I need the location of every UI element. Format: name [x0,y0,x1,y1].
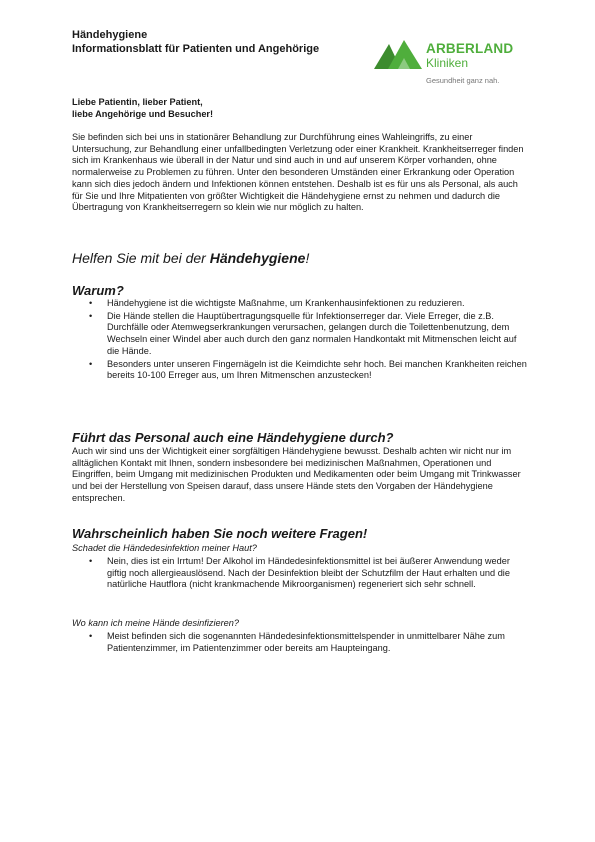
greeting [72,96,213,120]
greeting-line-1: Liebe Patientin, lieber Patient, [72,97,203,107]
fragen-heading: Wahrscheinlich haben Sie noch weitere Fragen! [72,526,368,541]
document-subtitle: Informationsblatt für Patienten und Angehörige [72,43,320,55]
list-item-text: Die Hände stellen die Hauptübertragungsquelle für Infektionserreger dar. Viele Erreger, die z.B. Durchfälle oder Atemwegserkrankungen verursachen, gelangen durch die Toilettenbenutzung, dem Wechseln einer Windel aber auch durch den ganz normalen Handkontakt mit Mitmenschen leicht auf die Hände. [107,310,517,356]
logo-sub-text: Kliniken [426,56,469,70]
bullet-icon: • [89,358,93,369]
list-item [72,311,530,358]
arberland-logo [374,38,524,88]
logo-brand-text: ARBERLAND [426,41,514,56]
list-item [72,298,530,310]
call-prefix: Helfen Sie mit bei der [72,250,210,266]
answer-2-text: Meist befinden sich die sogenannten Händedesinfektionsmittelspender in unmittelbarer Nähe zum Patientenzimmer, im Patientenzimmer oder bereits am Haupteingang. [107,631,505,653]
call-to-action [72,250,309,266]
bullet-icon: • [89,631,93,641]
bullet-icon: • [89,556,93,566]
answer-1-list [72,556,530,592]
mountain-logo-icon [374,38,424,70]
bullet-icon: • [89,310,93,321]
logo-tagline: Gesundheit ganz nah. [426,76,500,85]
personal-paragraph: Auch wir sind uns der Wichtigkeit einer sorgfältigen Händehygiene bewusst. Deshalb achten wir nicht nur im alltäglichen Kontakt mit Ihnen, sondern insbesondere bei medizinischen Maßnahmen, Operationen und Eingriffen, beim Umgang mit medizinischen Produkten und Medikamenten oder beim Umgang mit Trinkwasser und bei der Herstellung von Speisen darauf, dass unsere Hände stets den Vorgaben der Händehygiene entsprechen. [72,446,521,503]
call-suffix: ! [305,250,310,266]
list-item [72,631,530,654]
warum-heading: Warum? [72,283,124,298]
list-item-text: Händehygiene ist die wichtigste Maßnahme, um Krankenhausinfektionen zu reduzieren. [107,298,465,308]
warum-list [72,298,530,383]
list-item [72,556,530,591]
personal-heading: Führt das Personal auch eine Händehygiene durch? [72,430,394,445]
question-2: Wo kann ich meine Hände desinfizieren? [72,618,239,628]
intro-paragraph: Sie befinden sich bei uns in stationärer Behandlung zur Durchführung eines Wahleingriffs, zu einer Untersuchung, zur Behandlung einer unfallbedingten Verletzung oder einer Krankheit. Krankheitserreger finden sich im Krankenhaus wie überall in der Natur und sind auch in und auf unserem Körper vorhanden, ohne normalerweise zu Problemen zu führen. Unter den besonderen Umständen einer Erkrankung oder Operation kann sich dies jedoch ändern und Infektionen können entstehen. Deshalb ist es für uns als Personal, als auch für Sie und Ihre Mitpatienten von größter Wichtigkeit die Händehygiene ernst zu nehmen und dadurch die Übertragung von Krankheitserregern so klein wie nur möglich zu halten. [72,132,524,213]
list-item-text: Besonders unter unseren Fingernägeln ist die Keimdichte sehr hoch. Bei manchen Krankheiten reichen bereits 10-100 Erreger aus, um Ihren Mitmenschen anzustecken! [107,358,527,381]
call-emphasis: Händehygiene [209,250,306,266]
bullet-icon: • [89,298,93,308]
document-header [72,28,319,56]
document-title: Händehygiene [72,29,148,41]
list-item [72,359,530,382]
question-1: Schadet die Händedesinfektion meiner Haut? [72,543,257,553]
answer-2-list [72,631,530,655]
answer-1-text: Nein, dies ist ein Irrtum! Der Alkohol im Händedesinfektionsmittel ist bei äußerer Anwendung weder giftig noch allergieauslösend. Nach der Desinfektion bleibt der Schutzfilm der Haut erhalten und die natürliche Hautflora (nicht krankmachende Mikroorganismen) regeneriert sich sehr schnell. [107,556,510,590]
greeting-line-2: liebe Angehörige und Besucher! [72,109,214,119]
